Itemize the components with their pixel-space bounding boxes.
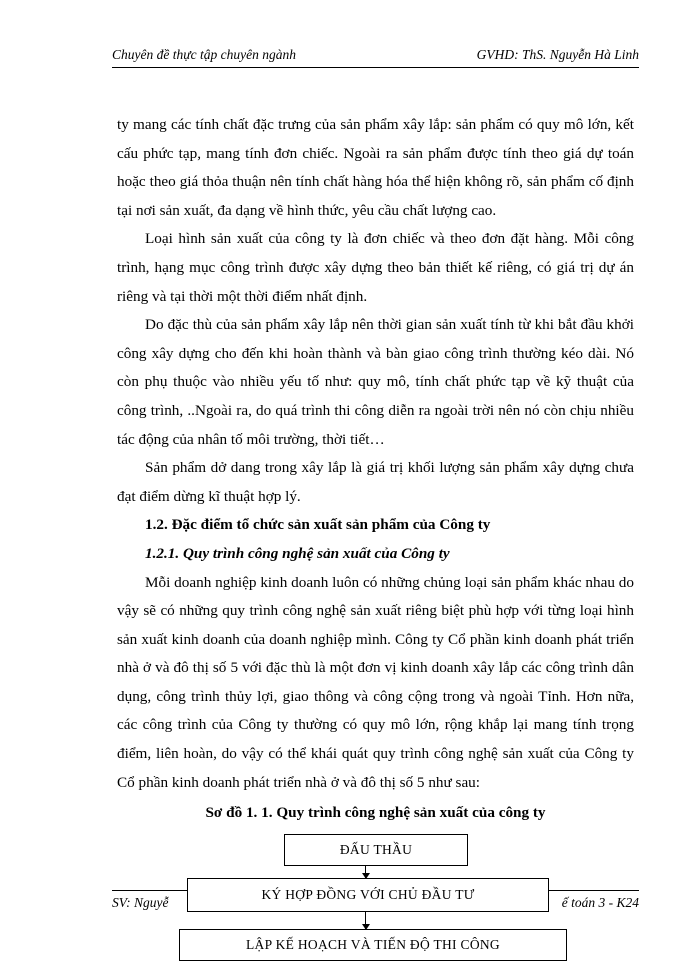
diagram-step-bidding: ĐẤU THẦU: [284, 834, 468, 866]
document-body: [117, 111, 634, 828]
diagram-arrow-1: [365, 865, 366, 878]
header-advisor: GVHD: ThS. Nguyễn Hà Linh: [476, 47, 639, 62]
section-heading-1-2-1: 1.2.1. Quy trình công nghệ sản xuất của Công ty: [145, 544, 450, 562]
header-rule: [112, 67, 639, 68]
diagram-arrow-2: [365, 911, 366, 929]
paragraph-3: Do đặc thù của sản phẩm xây lắp nên thời gian sản xuất tính từ khi bắt đầu khởi công xây dựng cho đến khi hoàn thành và bàn giao công trình thường kéo dài. Nó còn phụ thuộc vào nhiều yếu tố như: quy mô, tính chất phức tạp về kỹ thuật của công trình, ..Ngoài ra, do quá trình thi công diễn ra ngoài trời nên nó còn chịu nhiều tác động của nhân tố môi trường, thời tiết…: [117, 316, 634, 448]
diagram-title: Sơ đồ 1. 1. Quy trình công nghệ sản xuất của công ty: [205, 804, 546, 822]
header-title: Chuyên đề thực tập chuyên ngành: [112, 47, 296, 62]
paragraph-1: ty mang các tính chất đặc trưng của sản phẩm xây lắp: sản phẩm có quy mô lớn, kết cấu phức tạp, mang tính đơn chiếc. Ngoài ra sản phẩm được tính theo giá dự toán hoặc theo giá thỏa thuận nên tính chất hàng hóa thể hiện không rõ, sản phẩm cố định tại nơi sản xuất, đa dạng về hình thức, yêu cầu chất lượng cao.: [117, 116, 634, 219]
footer-student: SV: Nguyễ: [112, 895, 169, 910]
diagram-step-planning: LẬP KẾ HOẠCH VÀ TIẾN ĐỘ THI CÔNG: [179, 929, 567, 961]
section-heading-1-2: 1.2. Đặc điểm tổ chức sản xuất sản phẩm của Công ty: [145, 516, 491, 534]
paragraph-5: Mỗi doanh nghiệp kinh doanh luôn có những chủng loại sản phẩm khác nhau do vậy sẽ có những quy trình công nghệ sản xuất riêng biệt phù hợp với từng loại hình sản xuất kinh doanh của doanh nghiệp mình. Công ty Cổ phần kinh doanh phát triển nhà ở và đô thị số 5 với đặc thù là một đơn vị kinh doanh xây lắp các công trình dân dụng, công trình thủy lợi, giao thông và công cộng trong và ngoài Tỉnh. Hơn nữa, các công trình của Công ty thường có quy mô lớn, rộng khắp lại mang tính trọng điểm, liên hoàn, do vậy có thể khái quát quy trình công nghệ sản xuất của Công ty Cổ phần kinh doanh phát triển nhà ở và đô thị số 5 như sau:: [117, 573, 634, 791]
paragraph-2: Loại hình sản xuất của công ty là đơn chiếc và theo đơn đặt hàng. Mỗi công trình, hạng mục công trình được xây dựng theo bản thiết kế riêng, có giá trị dự án riêng và tại thời một thời điểm nhất định.: [117, 230, 634, 305]
paragraph-4: Sản phẩm dở dang trong xây lắp là giá trị khối lượng sản phẩm xây dựng chưa đạt điểm dừng kĩ thuật hợp lý.: [117, 459, 634, 505]
footer-class: ế toán 3 - K24: [561, 895, 639, 910]
diagram-step-contract: KÝ HỢP ĐỒNG VỚI CHỦ ĐẦU TƯ: [187, 878, 549, 912]
